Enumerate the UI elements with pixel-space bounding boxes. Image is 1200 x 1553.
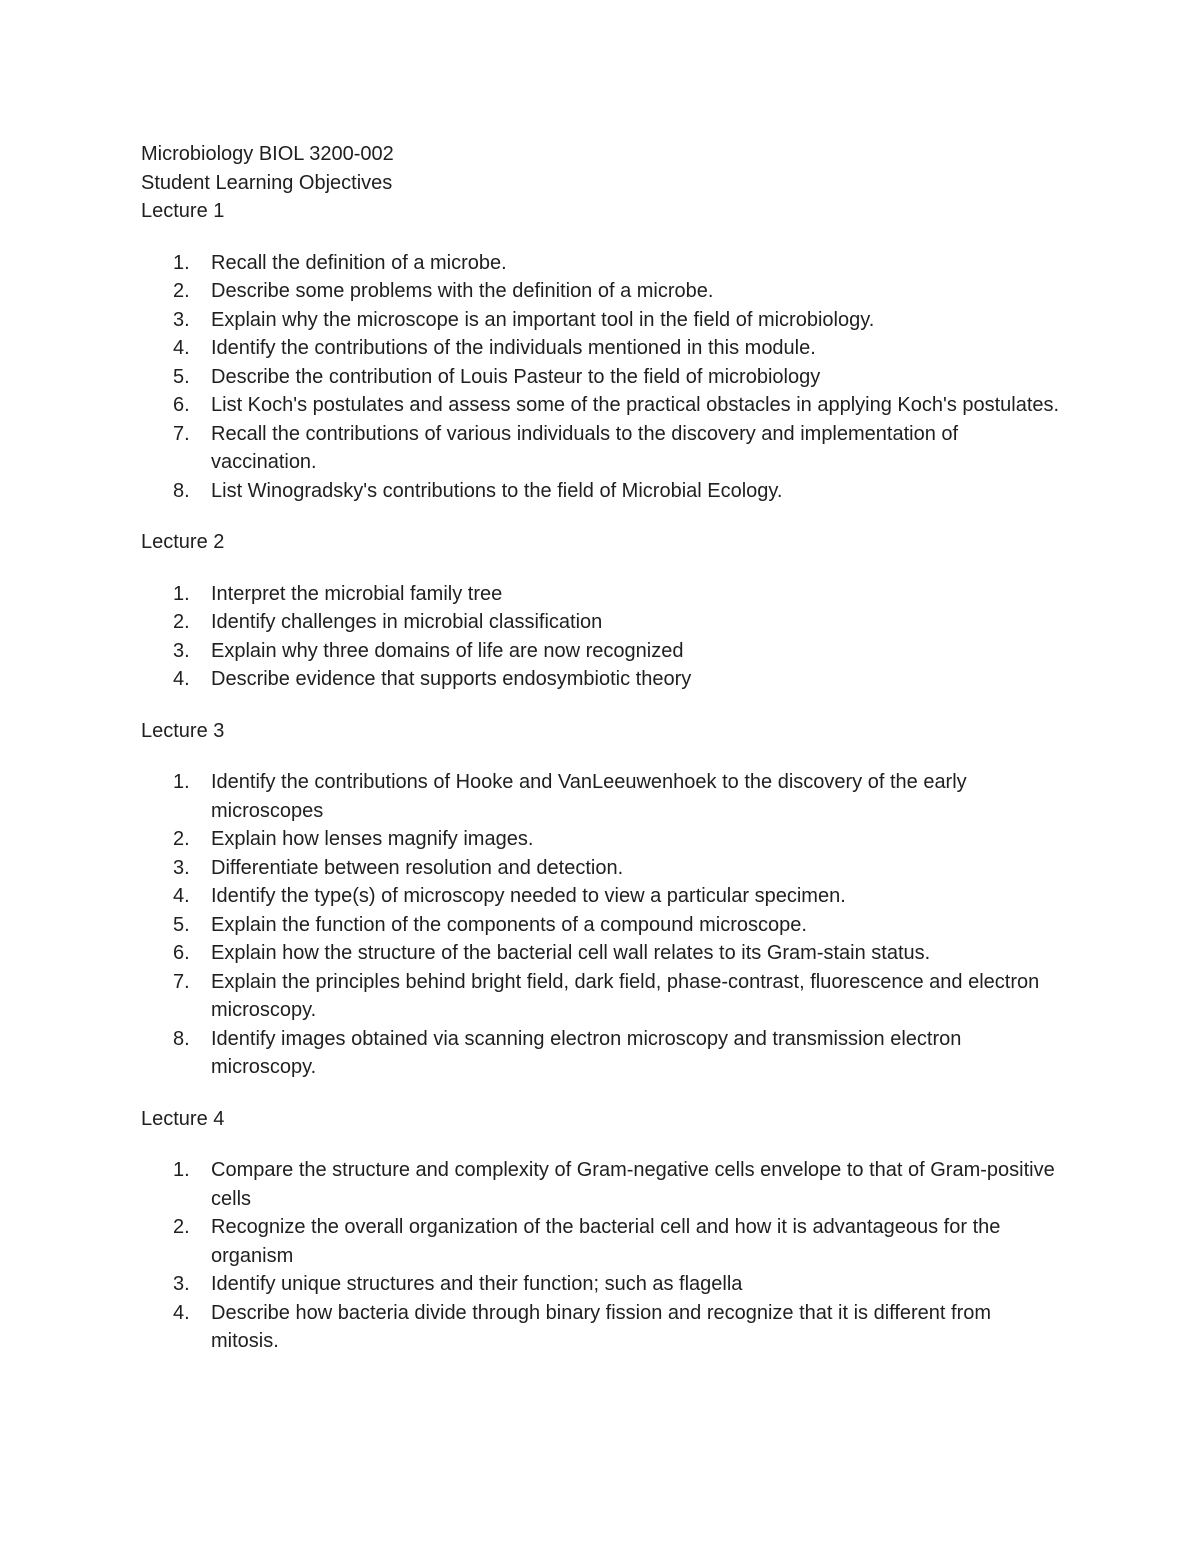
item-text: Explain the function of the components of a compound microscope.: [211, 913, 807, 936]
item-text: Recall the contributions of various individuals to the discovery and implementation of vaccination.: [211, 422, 959, 473]
course-title: Microbiology BIOL 3200-002: [141, 143, 394, 165]
item-text: Identify challenges in microbial classification: [211, 611, 603, 633]
item-number: 1.: [173, 251, 190, 274]
item-text: Recognize the overall organization of the bacterial cell and how it is advantageous for the organism: [211, 1216, 1001, 1267]
objective-item: [141, 608, 1061, 637]
item-number: 1.: [173, 582, 190, 605]
item-text: Explain how lenses magnify images.: [211, 828, 534, 850]
item-number: 7.: [173, 970, 190, 993]
objective-item: [141, 477, 1061, 506]
objective-item: [141, 665, 1061, 694]
objective-item: [141, 1025, 1061, 1082]
item-text: Describe the contribution of Louis Pasteur to the field of microbiology: [211, 365, 821, 388]
item-text: Recall the definition of a microbe.: [211, 251, 507, 274]
objective-item: [141, 363, 1061, 392]
lecture-heading: Lecture 4: [141, 1107, 225, 1130]
item-number: 8.: [173, 1027, 190, 1050]
item-number: 2.: [173, 1216, 190, 1238]
item-text: Explain why three domains of life are now recognized: [211, 639, 684, 662]
objective-item: [141, 882, 1061, 911]
objective-item: [141, 580, 1061, 609]
item-text: Describe some problems with the definition of a microbe.: [211, 280, 714, 302]
objective-item: [141, 1213, 1061, 1270]
lecture-heading: Lecture 3: [141, 719, 225, 742]
lecture-heading: Lecture 1: [141, 200, 225, 222]
item-number: 2.: [173, 280, 190, 302]
item-number: 6.: [173, 394, 190, 416]
lecture-section: [141, 1105, 1061, 1356]
document-content: [141, 140, 1061, 1356]
objective-item: [141, 968, 1061, 1025]
item-number: 1.: [173, 771, 190, 793]
item-text: List Koch's postulates and assess some of the practical obstacles in applying Koch's postulates.: [211, 394, 1060, 416]
objective-item: [141, 1156, 1061, 1213]
objective-item: [141, 306, 1061, 335]
item-number: 1.: [173, 1159, 190, 1181]
objective-list: [141, 1156, 1061, 1356]
item-number: 7.: [173, 422, 190, 445]
item-text: Describe how bacteria divide through binary fission and recognize that it is different from mitosis.: [211, 1301, 992, 1352]
item-text: Identify the type(s) of microscopy needed to view a particular specimen.: [211, 885, 846, 907]
lecture-section: [141, 528, 1061, 694]
item-text: Identify the contributions of the individuals mentioned in this module.: [211, 337, 816, 359]
objective-item: [141, 939, 1061, 968]
item-number: 2.: [173, 828, 190, 850]
objective-item: [141, 854, 1061, 883]
objective-list: [141, 249, 1061, 506]
item-text: Identify unique structures and their function; such as flagella: [211, 1273, 743, 1295]
objective-item: [141, 1270, 1061, 1299]
item-number: 3.: [173, 308, 190, 331]
objective-item: [141, 637, 1061, 666]
item-number: 4.: [173, 1301, 190, 1324]
objective-list: [141, 768, 1061, 1082]
objective-item: [141, 277, 1061, 306]
item-number: 5.: [173, 365, 190, 388]
item-number: 3.: [173, 1273, 190, 1295]
item-number: 8.: [173, 479, 190, 502]
item-text: List Winogradsky's contributions to the field of Microbial Ecology.: [211, 479, 783, 502]
item-number: 4.: [173, 668, 190, 690]
lecture-section: [141, 197, 1061, 505]
item-text: Explain the principles behind bright field, dark field, phase-contrast, fluorescence and electron microscopy.: [211, 970, 1040, 1021]
item-text: Describe evidence that supports endosymbiotic theory: [211, 668, 692, 690]
lecture-heading: Lecture 2: [141, 531, 225, 553]
objective-item: [141, 825, 1061, 854]
item-text: Identify the contributions of Hooke and VanLeeuwenhoek to the discovery of the early microscopes: [211, 771, 967, 822]
objective-list: [141, 580, 1061, 694]
item-number: 4.: [173, 885, 190, 907]
item-number: 6.: [173, 942, 190, 964]
item-number: 2.: [173, 611, 190, 633]
item-text: Explain how the structure of the bacterial cell wall relates to its Gram-stain status.: [211, 942, 931, 964]
objective-item: [141, 391, 1061, 420]
objective-item: [141, 768, 1061, 825]
item-number: 4.: [173, 337, 190, 359]
objective-item: [141, 420, 1061, 477]
objective-item: [141, 1299, 1061, 1356]
item-text: Compare the structure and complexity of Gram-negative cells envelope to that of Gram-positive cells: [211, 1159, 1055, 1210]
objective-item: [141, 334, 1061, 363]
item-number: 3.: [173, 639, 190, 662]
item-text: Identify images obtained via scanning electron microscopy and transmission electron microscopy.: [211, 1027, 962, 1078]
item-text: Explain why the microscope is an important tool in the field of microbiology.: [211, 308, 875, 331]
objective-item: [141, 911, 1061, 940]
lecture-section: [141, 717, 1061, 1082]
item-number: 5.: [173, 913, 190, 936]
item-text: Interpret the microbial family tree: [211, 582, 503, 605]
objective-item: [141, 249, 1061, 278]
item-number: 3.: [173, 856, 190, 879]
document-subtitle: Student Learning Objectives: [141, 171, 393, 194]
item-text: Differentiate between resolution and detection.: [211, 856, 624, 879]
